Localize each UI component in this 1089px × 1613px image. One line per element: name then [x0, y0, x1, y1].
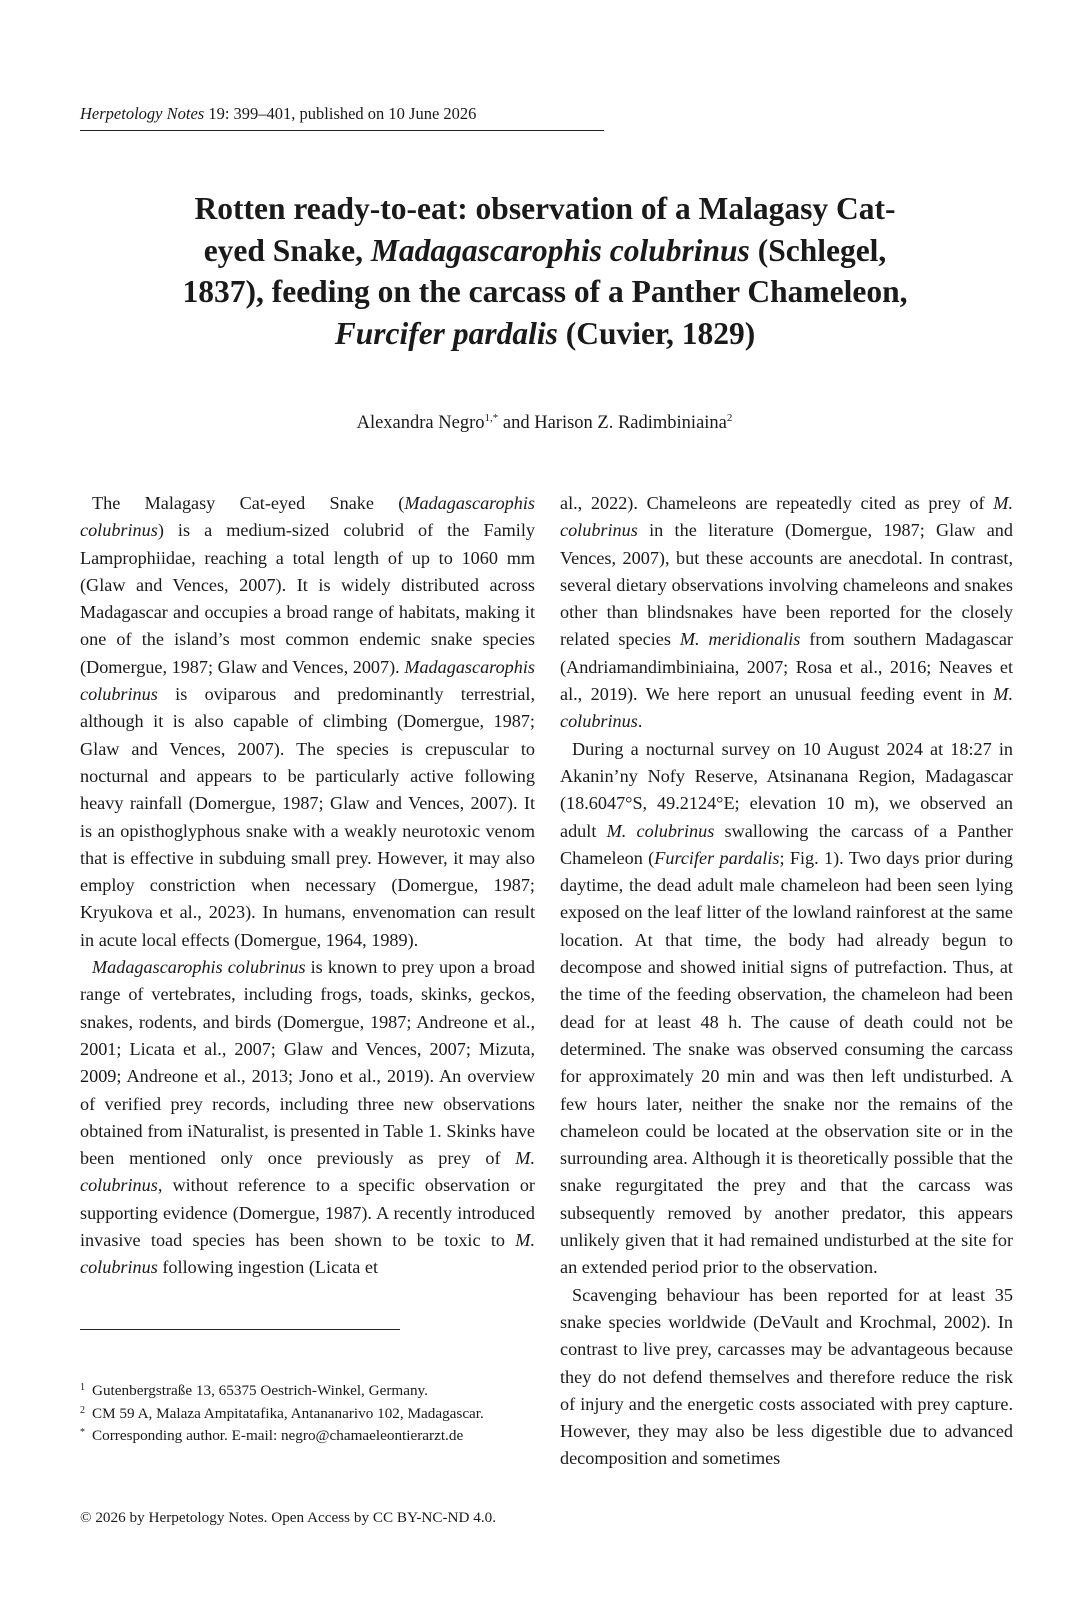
text: in the literature (Domergue, 1987; Glaw and Vences, 2007), but these accounts are anecdotal. In contrast, several dietary observations involving chameleons and snakes other than blindsnakes have been reported for the closely related species	[560, 520, 1013, 650]
text: al., 2022). Chameleons are repeatedly cited as prey of	[560, 493, 994, 513]
title-species-2: Furcifer pardalis	[334, 315, 558, 351]
author-1-affil: 1,*	[484, 412, 499, 424]
author-2-affil: 2	[726, 412, 733, 424]
left-column	[80, 490, 535, 1282]
running-header	[80, 104, 604, 131]
footnote-divider	[80, 1329, 400, 1330]
footnote-marker: *	[80, 1427, 85, 1438]
text: , without reference to a specific observation or supporting evidence (Domergue, 1987). A recently introduced invasive toad species has been shown to be toxic to	[80, 1175, 535, 1251]
title-line-4b: (Cuvier, 1829)	[557, 315, 756, 351]
text: Scavenging behaviour has been reported for at least 35 snake species worldwide (DeVault and Krochmal, 2002). In contrast to live prey, carcasses may be advantageous because they do not defend themselves and therefore reduce the risk of injury and the energetic costs associated with prey capture. However, they may also be less digestible due to advanced decomposition and sometimes	[560, 1284, 1013, 1469]
species-name: Furcifer pardalis	[654, 847, 780, 868]
text: During a nocturnal survey on 10 August 2024 at 18:27 in Akanin’ny Nofy Reserve, Atsinanana Region, Madagascar (18.6047°S, 49.2124°E; elevation 10 m), we observed an adult	[560, 738, 1013, 841]
title-line-3: 1837), feeding on the carcass of a Panther Chameleon,	[182, 274, 908, 309]
text: from southern Madagascar (Andriamandimbiniaina, 2007; Rosa et al., 2016; Neaves et al., 2019). We here report an unusual feeding event in	[560, 629, 1013, 705]
text: ; Fig. 1). Two days prior during daytime, the dead adult male chameleon had been seen lying exposed on the leaf litter of the lowland rainforest at the same location. At that time, the body had already begun to decompose and showed initial signs of putrefaction. Thus, at the time of the feeding observation, the chameleon had been dead for at least 48 h. The cause of death could not be determined. The snake was observed consuming the carcass for approximately 20 min and was then left undisturbed. A few hours later, neither the snake nor the remains of the chameleon could be located at the observation site or in the surrounding area. Although it is theoretically possible that the snake regurgitated the prey and that the carcass was subsequently removed by another predator, this appears unlikely given that it had remained undisturbed at the site for an extended period prior to the observation.	[560, 847, 1013, 1278]
footnote-marker: 1	[80, 1382, 85, 1393]
paragraph	[560, 736, 1013, 1282]
text: is known to prey upon a broad range of vertebrates, including frogs, toads, skinks, geckos, snakes, rodents, and birds (Domergue, 1987; Andreone et al., 2001; Licata et al., 2007; Glaw and Vences, 2007; Mizuta, 2009; Andreone et al., 2013; Jono et al., 2019). An overview of verified prey records, including three new observations obtained from iNaturalist, is presented in Table 1. Skinks have been mentioned only once previously as prey of	[80, 957, 536, 1169]
text: swallowing the carcass of a Panther Chameleon (	[560, 820, 1013, 868]
title-species-1: Madagascarophis colubrinus	[370, 232, 750, 268]
footnote-2	[80, 1403, 540, 1426]
species-name: M. meridionalis	[679, 629, 801, 650]
species-name: M. colubrinus	[560, 493, 1013, 541]
footnote-text: Corresponding author. E-mail: negro@chamaeleontierarzt.de	[92, 1427, 464, 1444]
article-title	[140, 188, 950, 354]
species-name: Madagascarophis colubrinus	[80, 493, 535, 541]
paragraph	[560, 1282, 1013, 1473]
text: ) is a medium-sized colubrid of the Family Lamprophiidae, reaching a total length of up to 1060 mm (Glaw and Vences, 2007). It is widely distributed across Madagascar and occupies a broad range of habitats, making it one of the island’s most common endemic snake species (Domergue, 1987; Glaw and Vences, 2007).	[80, 520, 535, 677]
footnote-1	[80, 1380, 540, 1403]
species-name: M. colubrinus	[606, 820, 715, 841]
author-line	[0, 412, 1089, 434]
text: .	[637, 711, 643, 732]
species-name: M. colubrinus	[560, 684, 1013, 732]
title-line-2c: (Schlegel,	[749, 232, 887, 268]
footnote-text: Gutenbergstraße 13, 65375 Oestrich-Winkel, Germany.	[92, 1382, 428, 1399]
title-line-1: Rotten ready-to-eat: observation of a Malagasy Cat-	[194, 191, 896, 226]
title-line-2a: eyed Snake,	[203, 232, 371, 268]
author-2: and Harison Z. Radimbiniaina	[498, 413, 727, 434]
footnote-3	[80, 1425, 540, 1448]
text: The Malagasy Cat-eyed Snake (	[92, 493, 405, 513]
right-column	[560, 490, 1013, 1473]
species-name: M. colubrinus	[80, 1230, 535, 1278]
copyright-notice: © 2026 by Herpetology Notes. Open Access by CC BY-NC-ND 4.0.	[80, 1509, 497, 1526]
species-name: Madagascarophis colubrinus	[80, 656, 535, 705]
footnote-marker: 2	[80, 1404, 85, 1416]
footnotes	[80, 1380, 540, 1448]
species-name: M. colubrinus	[80, 1148, 535, 1196]
paragraph	[80, 954, 535, 1282]
text: following ingestion (Licata et	[157, 1257, 379, 1278]
journal-name: Herpetology Notes	[80, 104, 205, 123]
text: is oviparous and predominantly terrestrial, although it is also capable of climbing (Domergue, 1987; Glaw and Vences, 2007). The species is crepuscular to nocturnal and appears to be particularly active following heavy rainfall (Domergue, 1987; Glaw and Vences, 2007). It is an opisthoglyphous snake with a weakly neurotoxic venom that is effective in subduing small prey. However, it may also employ constriction when necessary (Domergue, 1987; Kryukova et al., 2023). In humans, envenomation can result in acute local effects (Domergue, 1964, 1989).	[80, 684, 535, 950]
author-1: Alexandra Negro	[356, 413, 485, 434]
paragraph	[80, 490, 535, 954]
species-name: Madagascarophis colubrinus	[92, 957, 306, 978]
paragraph	[560, 490, 1013, 736]
issue-info: 19: 399–401, published on 10 June 2026	[204, 104, 477, 123]
footnote-text: CM 59 A, Malaza Ampitatafika, Antananarivo 102, Madagascar.	[92, 1404, 484, 1422]
